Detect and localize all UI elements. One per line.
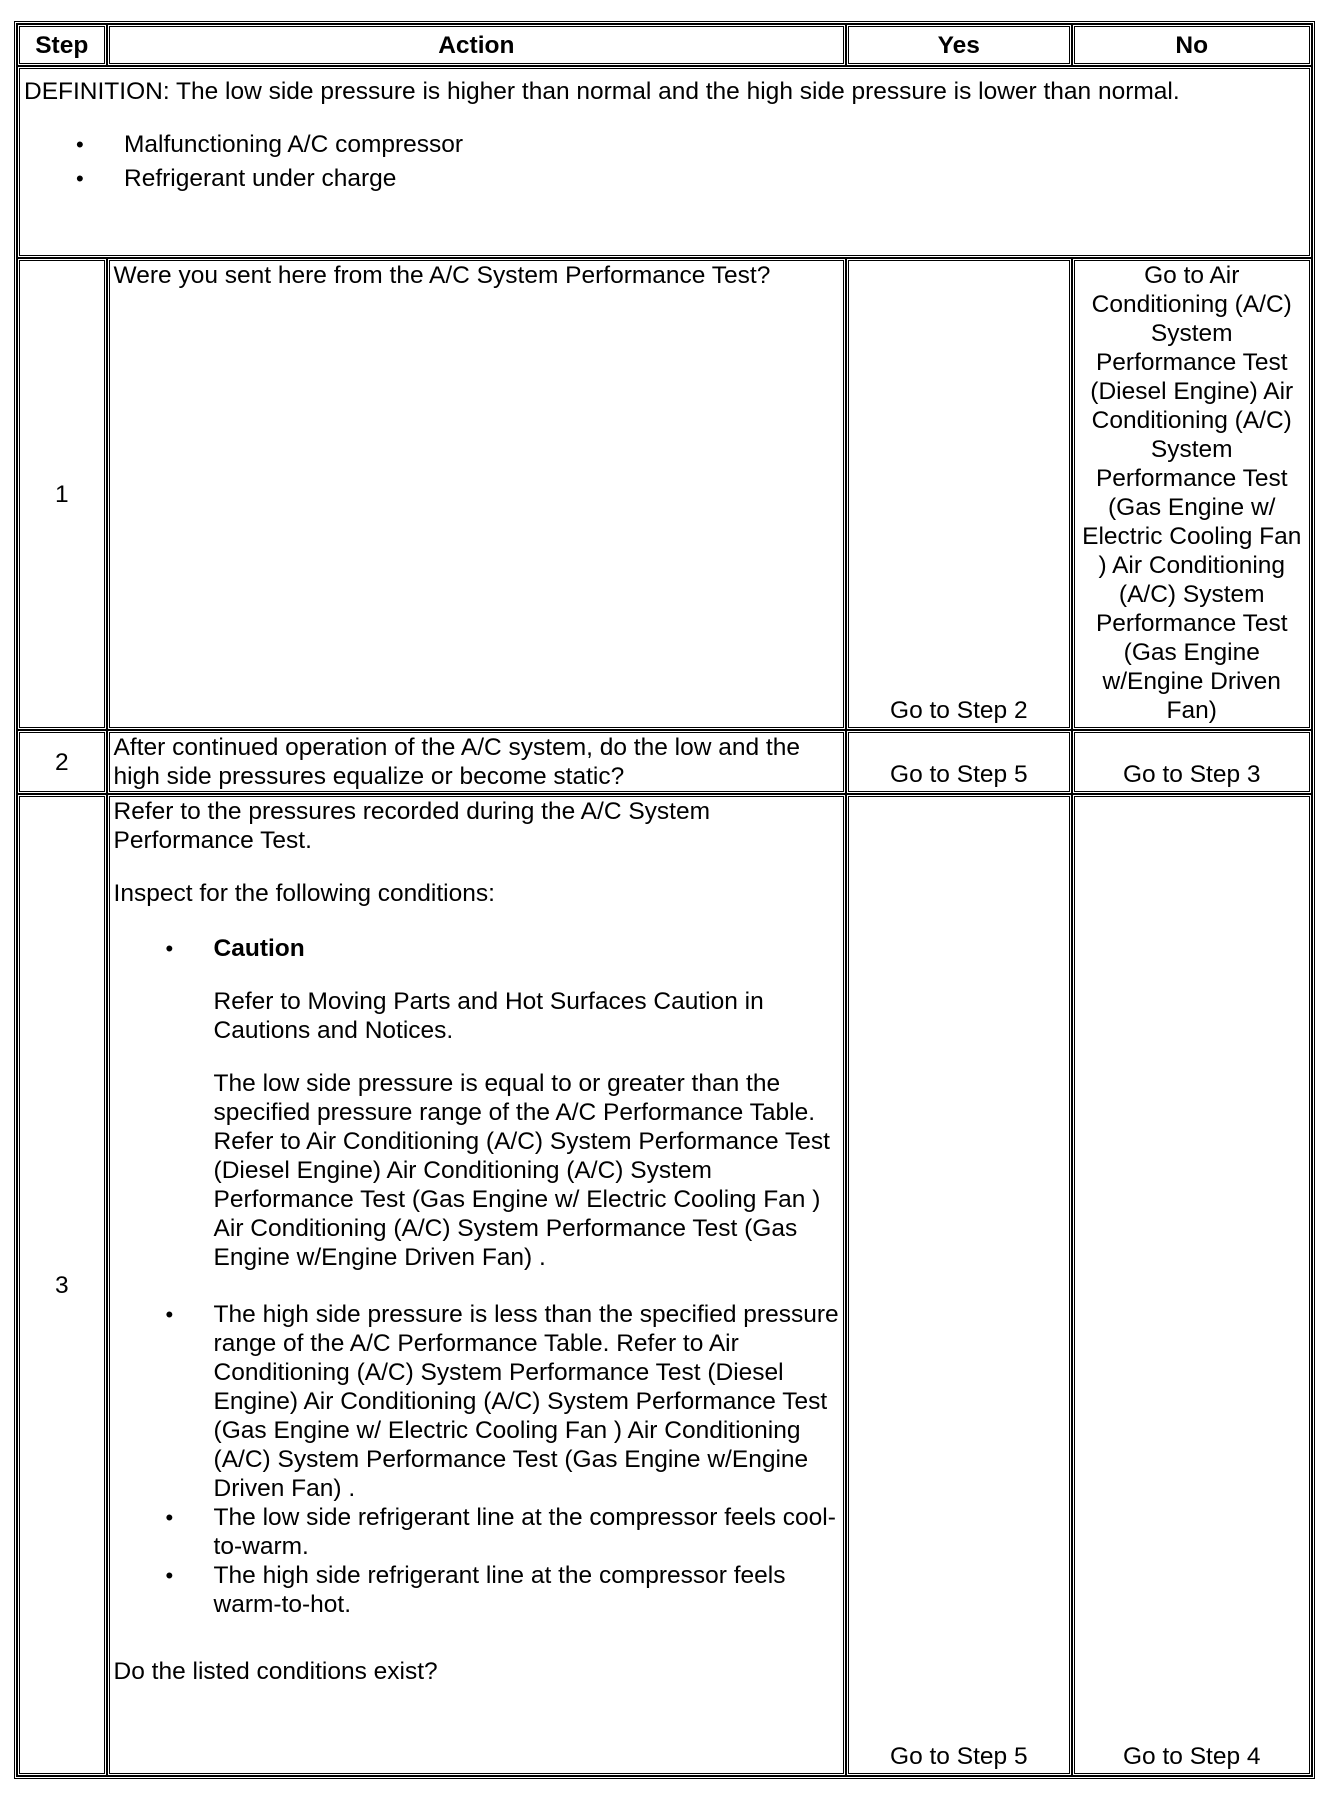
yes-cell: Go to Step 5 (846, 730, 1071, 794)
header-yes: Yes (846, 24, 1071, 66)
action-intro: Refer to the pressures recorded during the A/C System Performance Test. (113, 798, 711, 854)
action-inspect: Inspect for the following conditions: (113, 880, 495, 907)
step-number: 2 (17, 730, 107, 794)
yes-cell: Go to Step 5 (846, 794, 1071, 1776)
no-cell: Go to Step 4 (1072, 794, 1313, 1776)
condition-item: • The high side pressure is less than the specified pressure range of the A/C Performance Table. Refer to Air Conditioning (A/C) System Performance Test (Diesel Engine) Air Conditioning (A/C) System Performance Test (Gas Engine w/ Electric Cooling Fan ) Air Conditioning (A/C) System Performance Test (Gas Engine w/Engine Driven Fan) . (114, 1300, 840, 1503)
caution-text: Refer to Moving Parts and Hot Surfaces Caution in Cautions and Notices. (213, 988, 764, 1044)
yes-cell: Go to Step 2 (846, 258, 1071, 730)
cause-item: • Refrigerant under charge (24, 162, 1305, 196)
step-number: 1 (17, 258, 107, 730)
cause-item: • Malfunctioning A/C compressor (24, 128, 1305, 162)
definition-row (17, 66, 1312, 258)
no-cell: Go to Step 3 (1072, 730, 1313, 794)
action-question: Do the listed conditions exist? (113, 1658, 438, 1685)
condition-text: The low side pressure is equal to or greater than the specified pressure range of the A/C Performance Table. Refer to Air Conditioning (A/C) System Performance Test (Diesel Engine) Air Conditioning (A/C) System Performance Test (Gas Engine w/ Electric Cooling Fan ) Air Conditioning (A/C) System Performance Test (Gas Engine w/Engine Driven Fan) . (213, 1070, 830, 1271)
step-row-1 (17, 258, 1312, 730)
definition-cell (17, 66, 1312, 258)
no-cell: Go to Air Conditioning (A/C) System Performance Test (Diesel Engine) Air Conditioning (A/C) System Performance Test (Gas Engine w/ Electric Cooling Fan ) Air Conditioning (A/C) System Performance Test (Gas Engine w/Engine Driven Fan) (1072, 258, 1313, 730)
header-row (17, 24, 1312, 66)
condition-item: • The low side refrigerant line at the compressor feels cool-to-warm. (114, 1503, 840, 1561)
caution-item (114, 934, 840, 1272)
step-number: 3 (17, 794, 107, 1776)
condition-list (114, 934, 840, 1619)
header-step: Step (17, 24, 107, 66)
cause-list (24, 128, 1305, 196)
action-cell (107, 794, 847, 1776)
step-row-2 (17, 730, 1312, 794)
caution-title: • Caution (213, 935, 305, 962)
action-cell (107, 258, 847, 730)
condition-item: • The high side refrigerant line at the compressor feels warm-to-hot. (114, 1561, 840, 1619)
action-text: Were you sent here from the A/C System Performance Test? (113, 262, 771, 289)
step-row-3 (17, 794, 1312, 1776)
definition-text: DEFINITION: The low side pressure is higher than normal and the high side pressure is lower than normal. (24, 78, 1180, 105)
diagnostic-table (14, 21, 1315, 1779)
action-text: After continued operation of the A/C system, do the low and the high side pressures equalize or become static? (113, 734, 800, 790)
action-cell (107, 730, 847, 794)
header-no: No (1072, 24, 1313, 66)
header-action: Action (107, 24, 847, 66)
